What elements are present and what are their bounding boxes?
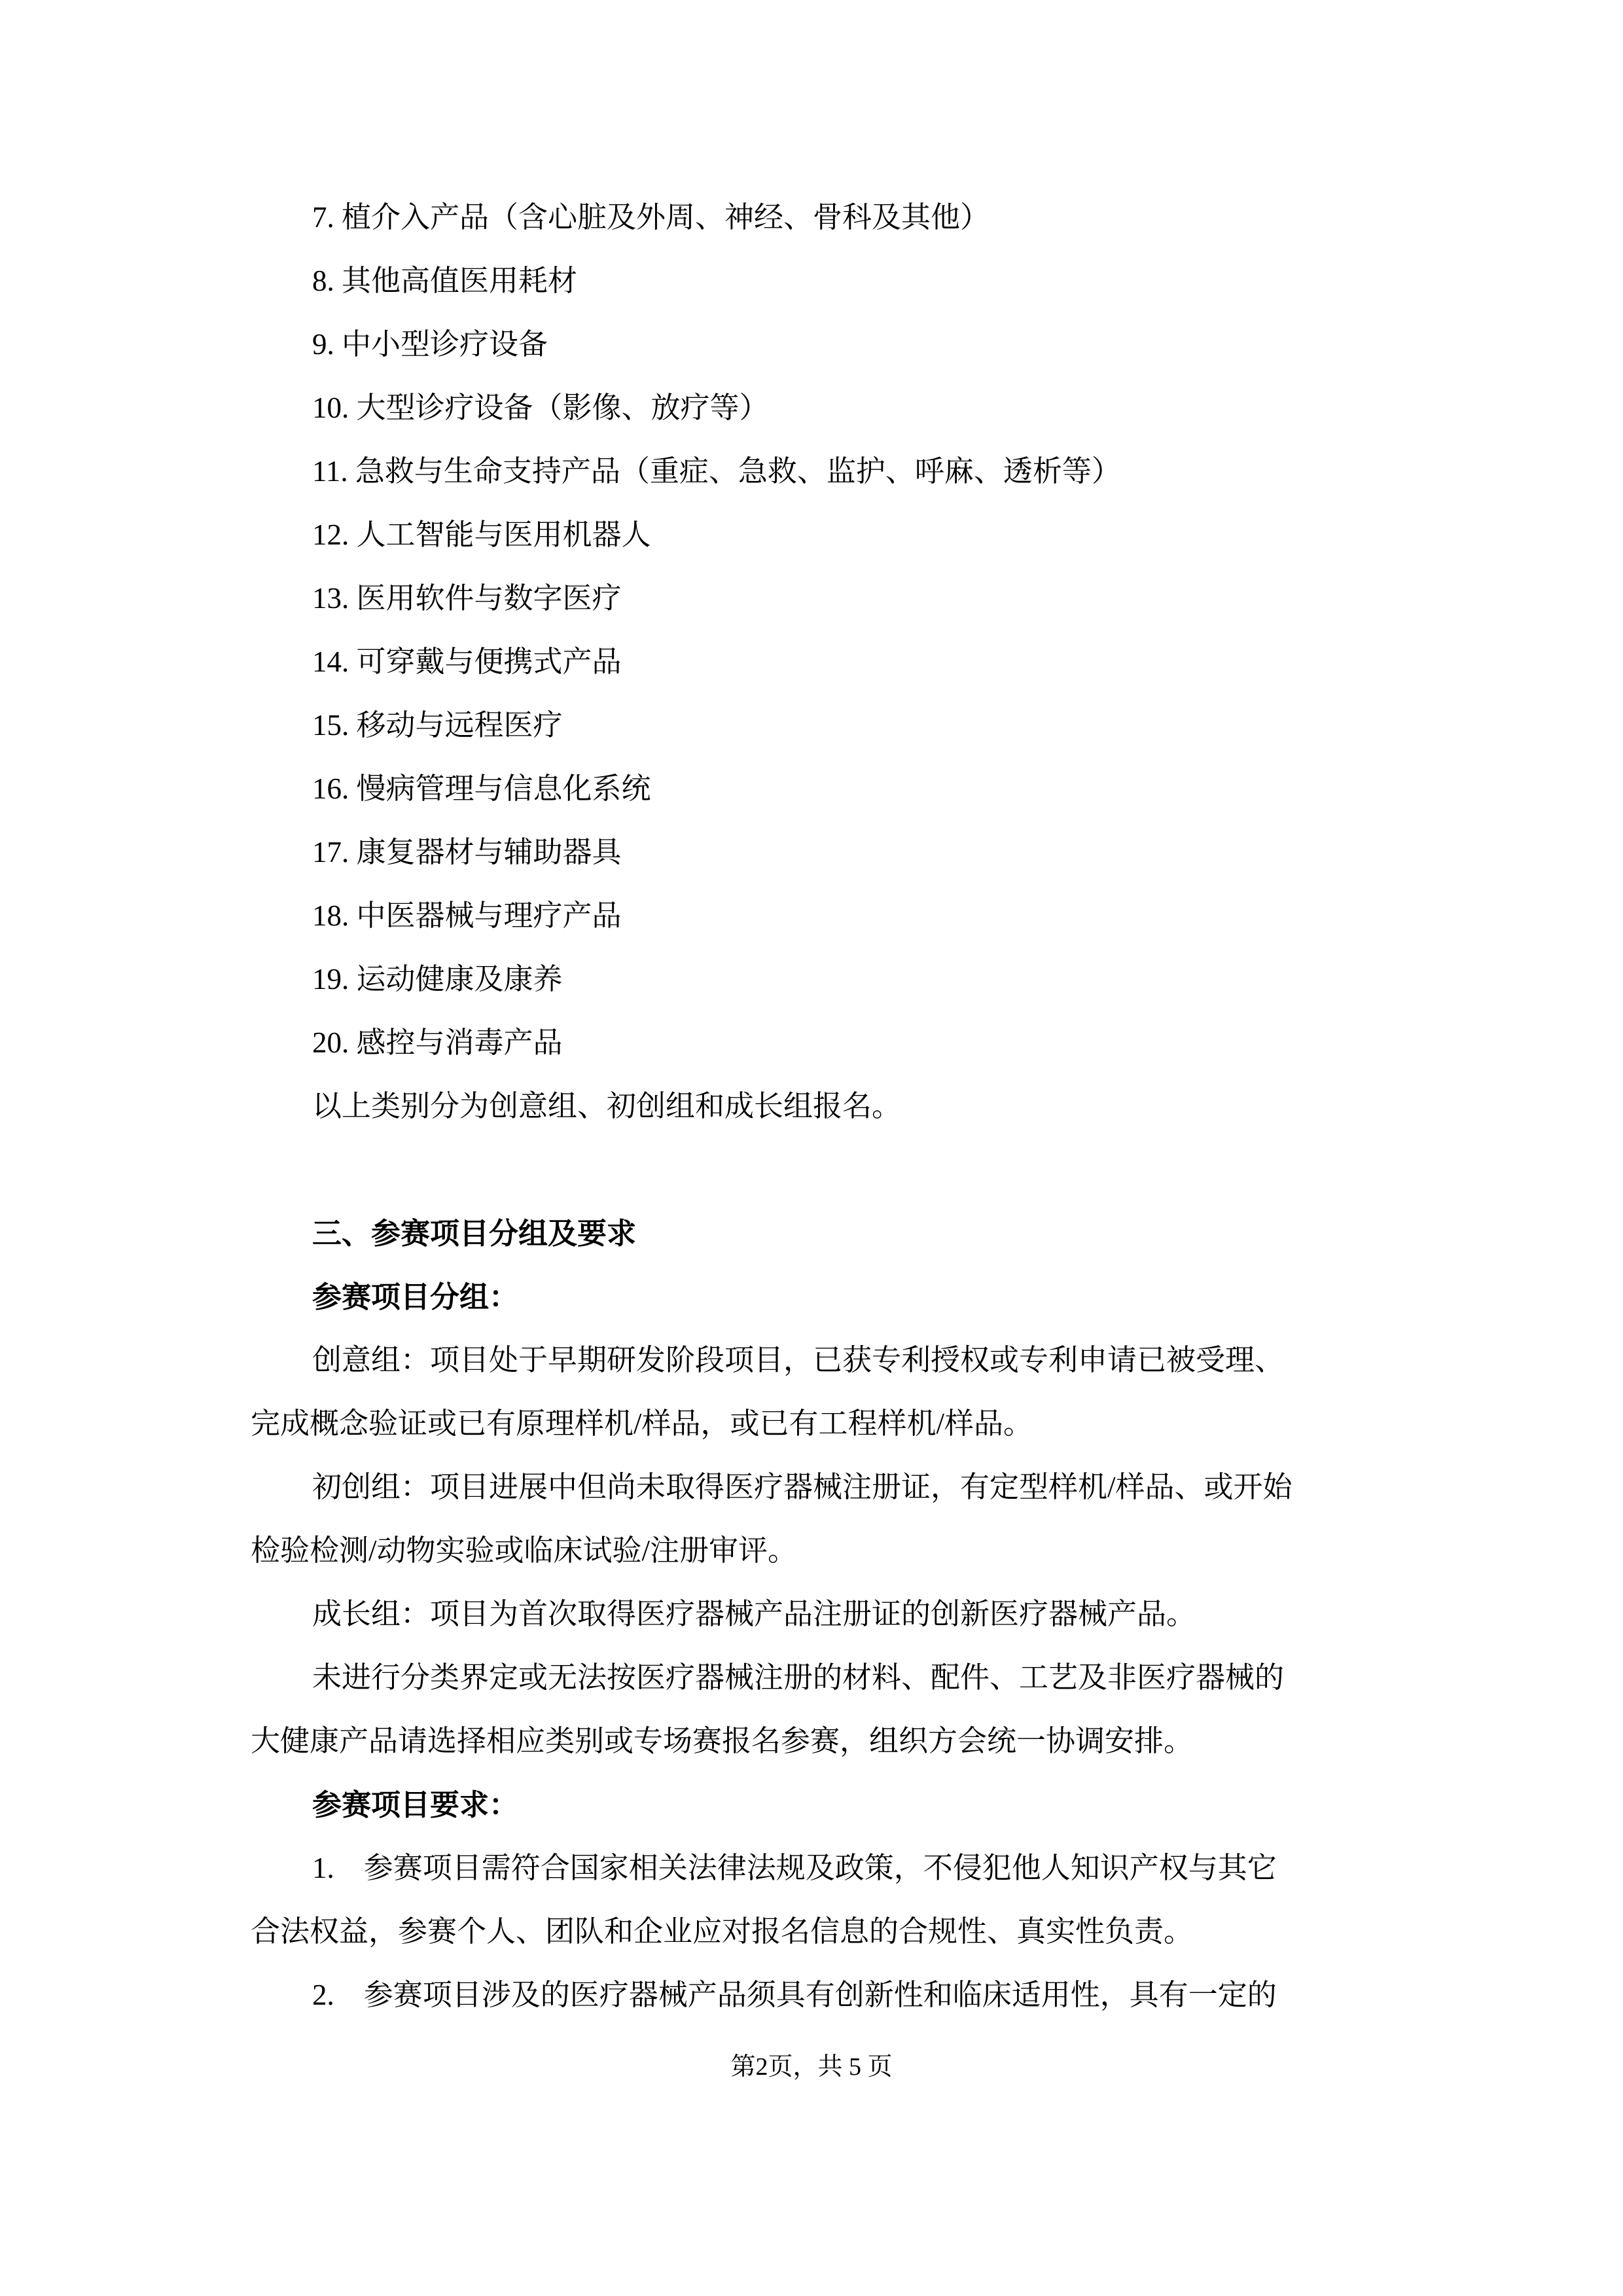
requirements-heading: 参赛项目要求：: [312, 1788, 519, 1821]
category-list-item-9: 9. 中小型诊疗设备: [312, 328, 548, 361]
group-startup-line2: 检验检测/动物实验或临床试验/注册审评。: [251, 1534, 798, 1567]
blank-line: [251, 1138, 1374, 1202]
grouping-heading: 参赛项目分组：: [312, 1280, 519, 1314]
category-list-item-19: 19. 运动健康及康养: [312, 963, 563, 996]
category-list-item-16: 16. 慢病管理与信息化系统: [312, 772, 651, 805]
category-list-item-14: 14. 可穿戴与便携式产品: [312, 645, 622, 678]
group-other-line2: 大健康产品请选择相应类别或专场赛报名参赛，组织方会统一协调安排。: [251, 1725, 1194, 1757]
group-growth-line: 成长组：项目为首次取得医疗器械产品注册证的创新医疗器械产品。: [312, 1598, 1196, 1630]
group-other-line1: 未进行分类界定或无法按医疗器械注册的材料、配件、工艺及非医疗器械的: [312, 1661, 1285, 1694]
category-list-item-18: 18. 中医器械与理疗产品: [312, 899, 622, 932]
category-list-item-12: 12. 人工智能与医用机器人: [312, 518, 651, 551]
category-list-item-15: 15. 移动与远程医疗: [312, 709, 563, 742]
category-list-item-20: 20. 感控与消毒产品: [312, 1026, 563, 1059]
page-number: 第2页，共 5 页: [730, 2053, 893, 2081]
category-list-item-11: 11. 急救与生命支持产品（重症、急救、监护、呼麻、透析等）: [312, 455, 1121, 488]
category-list-item-10: 10. 大型诊疗设备（影像、放疗等）: [312, 391, 769, 424]
document-body: [251, 186, 1374, 2027]
section3-heading: 三、参赛项目分组及要求: [312, 1217, 637, 1250]
category-list-item-17: 17. 康复器材与辅助器具: [312, 836, 622, 869]
group-startup-line1: 初创组：项目进展中但尚未取得医疗器械注册证，有定型样机/样品、或开始: [312, 1471, 1293, 1503]
group-creative-line1: 创意组：项目处于早期研发阶段项目，已获专利授权或专利申请已被受理、: [312, 1344, 1285, 1376]
category-list-item-7: 7. 植介入产品（含心脏及外周、神经、骨科及其他）: [312, 201, 990, 234]
requirement-2-line1: 2. 参赛项目涉及的医疗器械产品须具有创新性和临床适用性，具有一定的: [312, 1979, 1277, 2011]
categories-note: 以上类别分为创意组、初创组和成长组报名。: [312, 1090, 902, 1122]
category-list-item-8: 8. 其他高值医用耗材: [312, 264, 578, 297]
category-list-item-13: 13. 医用软件与数字医疗: [312, 582, 622, 615]
requirement-1-line2: 合法权益，参赛个人、团队和企业应对报名信息的合规性、真实性负责。: [251, 1915, 1194, 1948]
group-creative-line2: 完成概念验证或已有原理样机/样品，或已有工程样机/样品。: [251, 1407, 1033, 1440]
requirement-1-line1: 1. 参赛项目需符合国家相关法律法规及政策，不侵犯他人知识产权与其它: [312, 1852, 1277, 1884]
